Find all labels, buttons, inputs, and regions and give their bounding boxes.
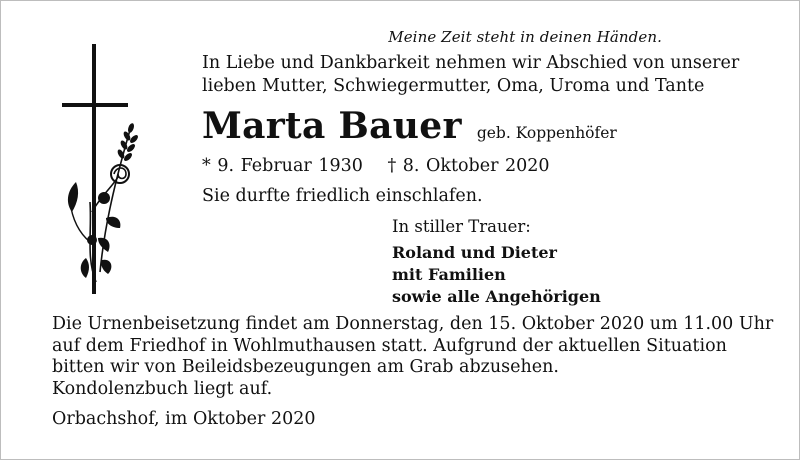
mourner-line: sowie alle Angehörigen (392, 287, 601, 306)
motto-verse: Meine Zeit steht in deinen Händen. (388, 28, 662, 46)
mourners-list (392, 242, 601, 308)
mourning-label: In stiller Trauer: (392, 217, 531, 236)
intro-line: lieben Mutter, Schwiegermutter, Oma, Uroma und Tante (202, 76, 705, 96)
intro-line: In Liebe und Dankbarkeit nehmen wir Abschied von unserer (202, 53, 740, 73)
funeral-line: auf dem Friedhof in Wohlmuthausen statt. Aufgrund der aktuellen Situation (52, 335, 727, 356)
peaceful-text: Sie durfte friedlich einschlafen. (202, 186, 483, 206)
deceased-name: Marta Bauer (202, 105, 462, 147)
birth-date: * 9. Februar 1930 (202, 156, 363, 176)
mourner-line: Roland und Dieter (392, 243, 557, 262)
intro-text (202, 52, 792, 98)
funeral-info (52, 314, 792, 400)
mourner-line: mit Familien (392, 265, 506, 284)
life-dates (202, 156, 550, 176)
birth-name: geb. Koppenhöfer (476, 124, 617, 142)
cross-with-rose-and-wheat-icon (56, 42, 146, 304)
place-and-date: Orbachshof, im Oktober 2020 (52, 409, 316, 429)
deceased-name-row (202, 105, 617, 147)
death-date: † 8. Oktober 2020 (387, 156, 550, 176)
funeral-line: Kondolenzbuch liegt auf. (52, 378, 273, 399)
funeral-line: bitten wir von Beileidsbezeugungen am Grab abzusehen. (52, 357, 559, 377)
funeral-line: Die Urnenbeisetzung findet am Donnerstag, den 15. Oktober 2020 um 11.00 Uhr (52, 314, 774, 334)
